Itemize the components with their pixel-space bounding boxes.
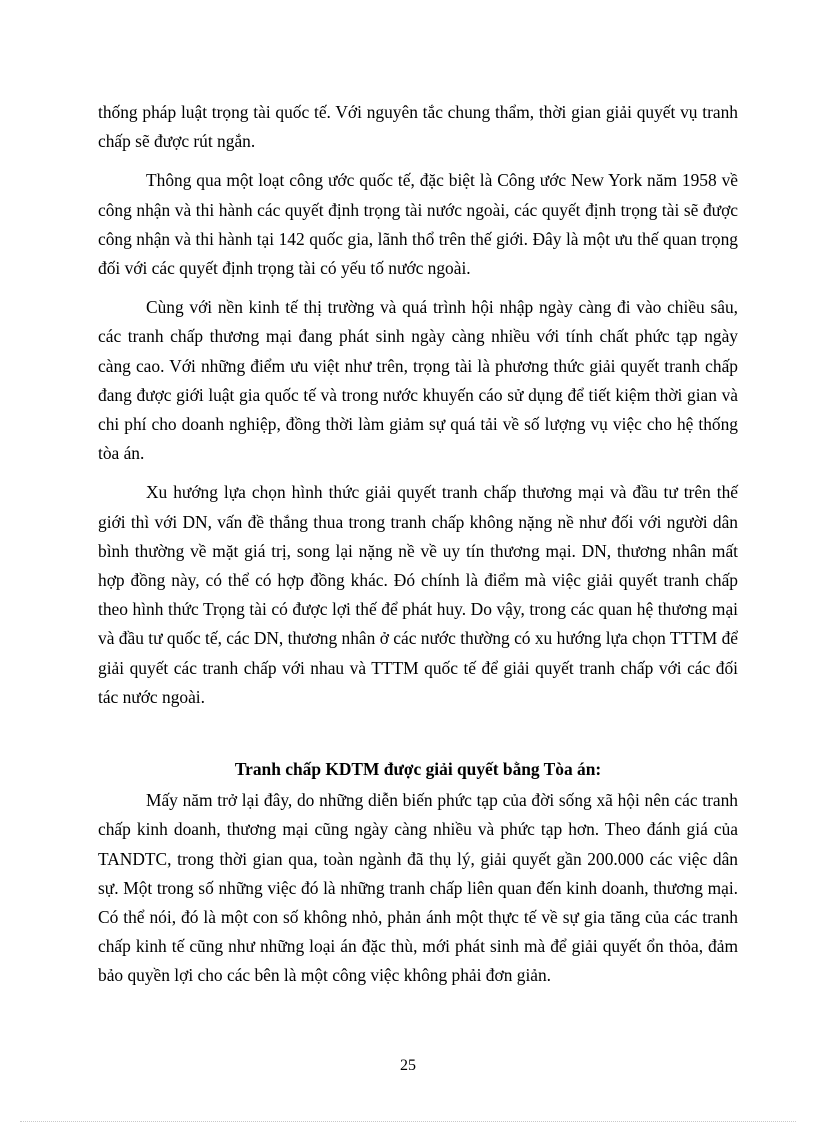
paragraph-market-integration: Cùng với nền kinh tế thị trường và quá trình hội nhập ngày càng đi vào chiều sâu, các tranh chấp thương mại đang phát sinh ngày càng nhiều với tính chất phức tạp ngày càng cao. Với những điểm ưu việt như trên, trọng tài là phương thức giải quyết tranh chấp đang được giới luật gia quốc tế và trong nước khuyến cáo sử dụng để tiết kiệm thời gian và chi phí cho doanh nghiệp, đồng thời làm giảm sự quá tải về số lượng vụ việc cho hệ thống tòa án. — [98, 297, 738, 464]
page-number: 25 — [400, 1057, 416, 1074]
paragraph-dispute-trends: Xu hướng lựa chọn hình thức giải quyết tranh chấp thương mại và đầu tư trên thế giới thì với DN, vấn đề thắng thua trong tranh chấp không nặng nề như đối với người dân bình thường về mặt giá trị, song lại nặng nề về uy tín thương mại. DN, thương nhân mất hợp đồng này, có thể có hợp đồng khác. Đó chính là điểm mà việc giải quyết tranh chấp theo hình thức Trọng tài có được lợi thế để phát huy. Do vậy, trong các quan hệ thương mại và đầu tư quốc tế, các DN, thương nhân ở các nước thường có xu hướng lựa chọn TTTM để giải quyết các tranh chấp với nhau và TTTM quốc tế để giải quyết tranh chấp với các đối tác nước ngoài. — [98, 482, 738, 707]
page-bottom-divider — [20, 1121, 796, 1122]
paragraph-court-disputes: Mấy năm trở lại đây, do những diễn biến phức tạp của đời sống xã hội nên các tranh chấp kinh doanh, thương mại cũng ngày càng nhiều và phức tạp hơn. Theo đánh giá của TANDTC, trong thời gian qua, toàn ngành đã thụ lý, giải quyết gần 200.000 các việc dân sự. Một trong số những việc đó là những tranh chấp liên quan đến kinh doanh, thương mại. Có thể nói, đó là một con số không nhỏ, phản ánh một thực tế về sự gia tăng của các tranh chấp kinh tế cũng như những loại án đặc thù, mới phát sinh mà để giải quyết ổn thỏa, đảm bảo quyền lợi cho các bên là một công việc không phải đơn giản. — [98, 790, 738, 986]
paragraph-continuation: thống pháp luật trọng tài quốc tế. Với nguyên tắc chung thẩm, thời gian giải quyết vụ tranh chấp sẽ được rút ngắn. — [98, 102, 738, 152]
section-heading: Tranh chấp KDTM được giải quyết bằng Tòa án: — [234, 759, 602, 780]
document-body — [98, 98, 738, 991]
paragraph-new-york-convention: Thông qua một loạt công ước quốc tế, đặc biệt là Công ước New York năm 1958 về công nhận và thi hành các quyết định trọng tài nước ngoài, các quyết định trọng tài sẽ được công nhận và thi hành tại 142 quốc gia, lãnh thổ trên thế giới. Đây là một ưu thế quan trọng đối với các quyết định trọng tài có yếu tố nước ngoài. — [98, 170, 738, 279]
